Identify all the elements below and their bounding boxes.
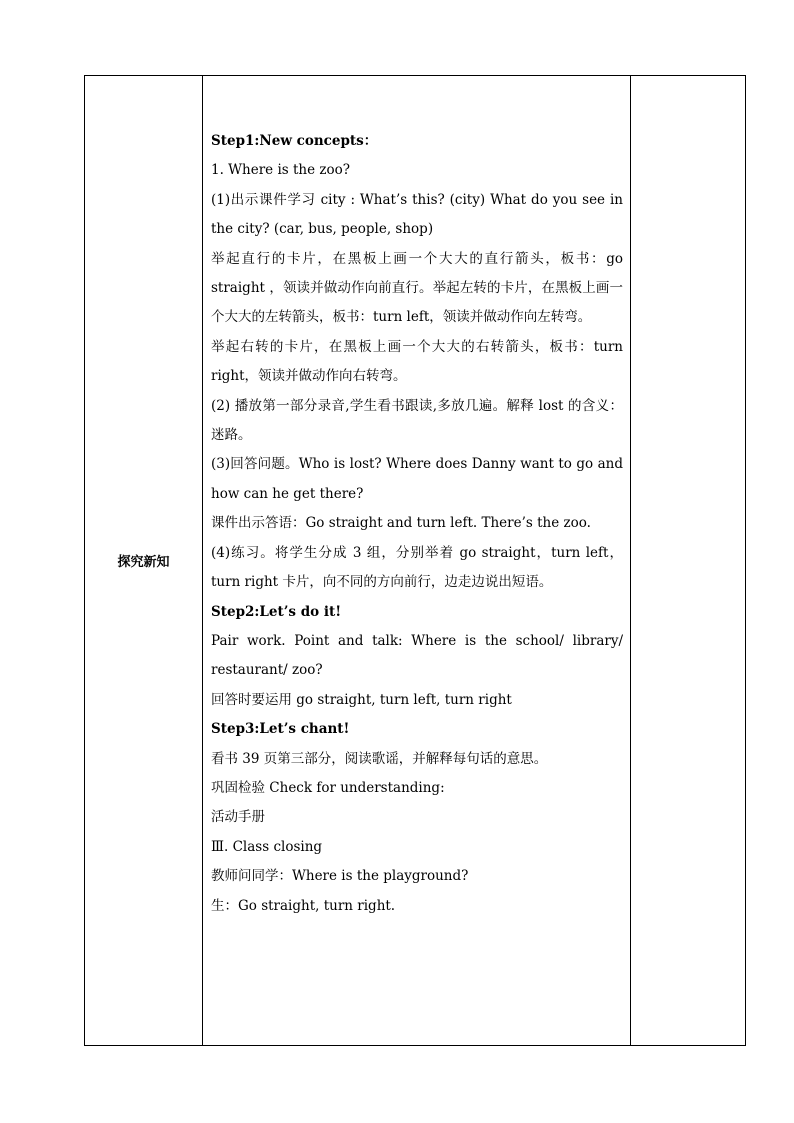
content-lines — [203, 76, 630, 921]
content-cell — [203, 76, 631, 1046]
content-line: 课件出示答语：Go straight and turn left. There’s the zoo. — [211, 515, 591, 532]
content-line: Step2:Let’s do it! — [211, 603, 342, 620]
content-line: 生：Go straight, turn right. — [211, 897, 396, 914]
content-line: 看书 39 页第三部分，阅读歌谣，并解释每句话的意思。 — [211, 750, 548, 767]
content-line: (2) 播放第一部分录音,学生看书跟读,多放几遍。解释 lost 的含义：迷路。 — [211, 397, 623, 444]
section-label-cell — [85, 76, 203, 1046]
content-line: Step1:New concepts： — [211, 133, 378, 149]
content-line: Ⅲ. Class closing — [211, 838, 323, 855]
content-line: 教师问同学：Where is the playground? — [211, 868, 469, 885]
content-line: 举起直行的卡片，在黑板上画一个大大的直行箭头，板书：go straight ，领读并做动作向前直行。举起左转的卡片，在黑板上画一个大大的左转箭头，板书：turn left，领读并做动作向左转弯。 — [211, 250, 623, 326]
content-line: 巩固检验 Check for understanding: — [211, 779, 445, 796]
content-line: 回答时要运用 go straight, turn left, turn right — [211, 691, 512, 708]
content-line: 活动手册 — [211, 809, 265, 826]
content-line: Step3:Let’s chant! — [211, 721, 350, 738]
table-row — [85, 76, 746, 1046]
lesson-plan-table — [84, 75, 746, 1046]
remarks-cell — [631, 76, 746, 1046]
content-line: (1)出示课件学习 city : What’s this? (city) What do you see in the city? (car, bus, people, shop) — [211, 191, 623, 238]
content-line: (3)回答问题。Who is lost? Where does Danny want to go and how can he get there? — [211, 456, 623, 502]
section-label: 探究新知 — [117, 555, 170, 570]
content-line: Pair work. Point and talk: Where is the school/ library/ restaurant/ zoo? — [211, 632, 623, 679]
content-line: 1. Where is the zoo? — [211, 162, 351, 179]
content-line: (4)练习。将学生分成 3 组，分别举着 go straight，turn left，turn right 卡片，向不同的方向前行，边走边说出短语。 — [211, 544, 623, 591]
content-line: 举起右转的卡片，在黑板上画一个大大的右转箭头，板书：turn right，领读并做动作向右转弯。 — [211, 338, 623, 385]
